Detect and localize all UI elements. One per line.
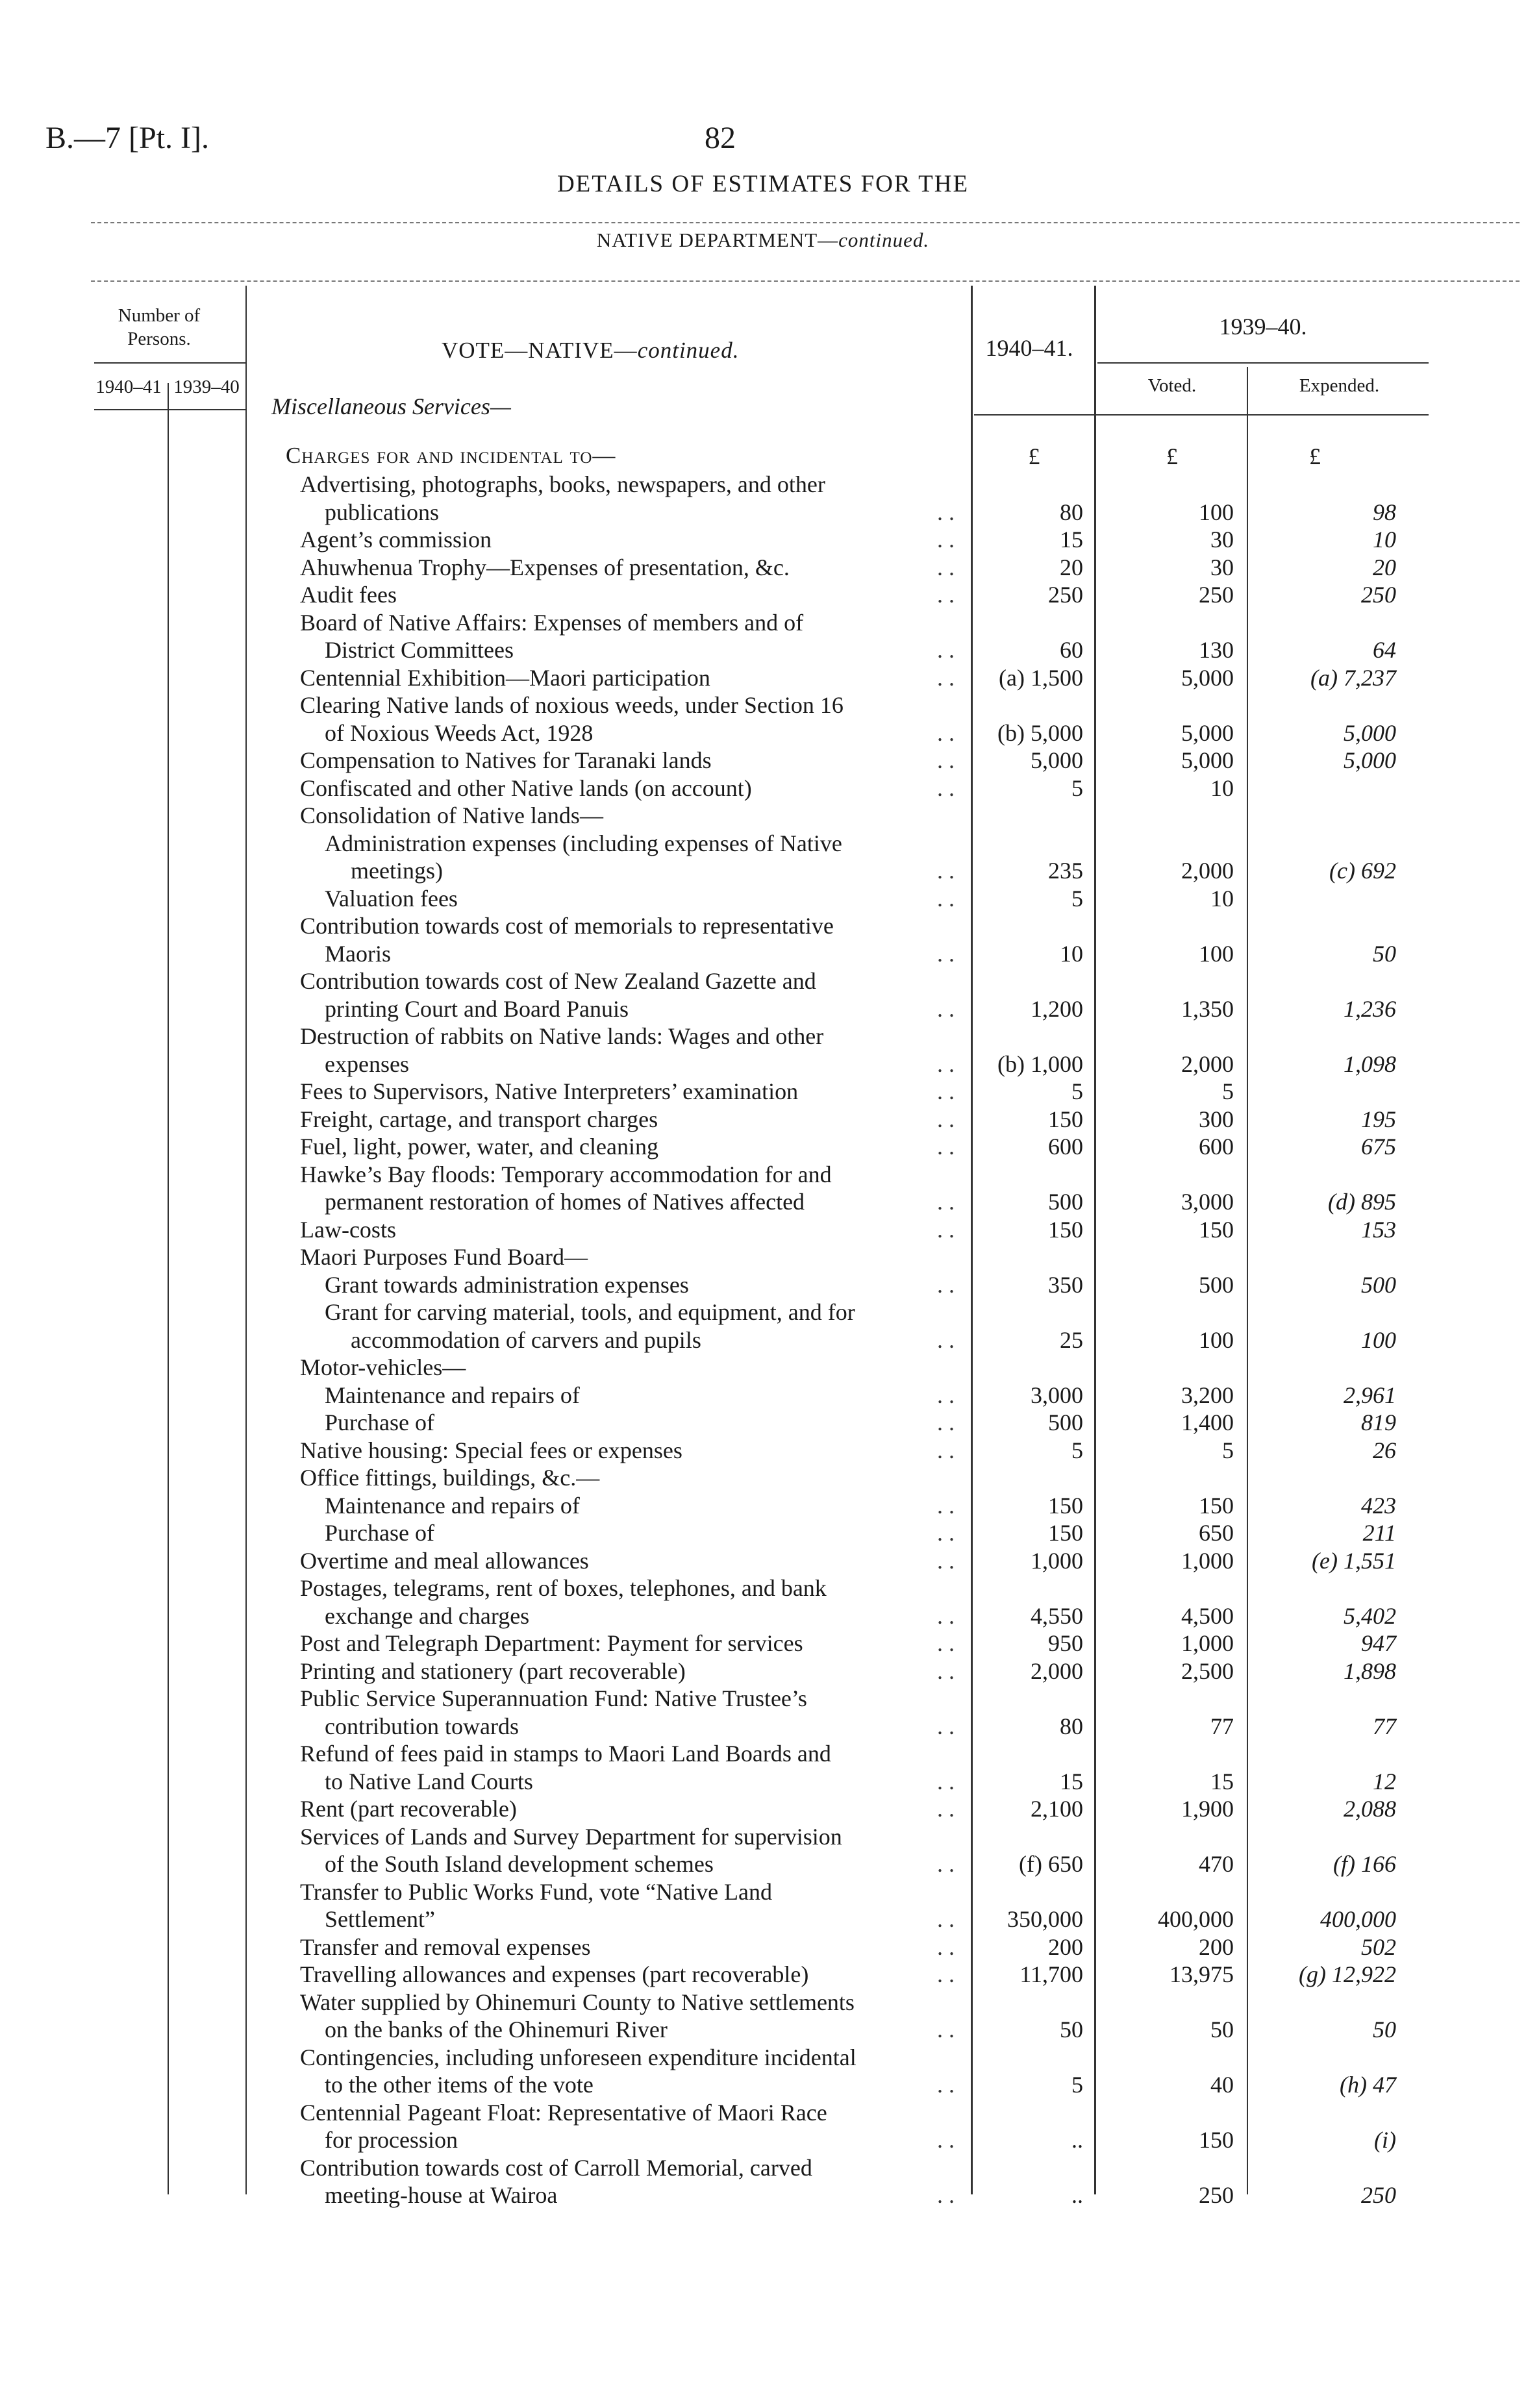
leader-dots: . .: [937, 1189, 955, 1215]
amount-expended-1939: 423: [1361, 1492, 1396, 1519]
col-1940-heading: 1940–41.: [985, 335, 1073, 361]
item-description: contribution towards: [325, 1713, 519, 1739]
leader-dots: . .: [937, 664, 955, 691]
amount-voted-1939: 1,000: [1181, 1547, 1234, 1574]
amount-voted-1939: 5,000: [1181, 719, 1234, 746]
persons-column-rule: [168, 383, 169, 2194]
item-description: Law-costs: [300, 1216, 396, 1243]
amount-expended-1939: 2,088: [1344, 1796, 1396, 1822]
item-description: Confiscated and other Native lands (on account): [300, 775, 752, 801]
leader-dots: . .: [937, 582, 955, 608]
leader-dots: . .: [937, 1547, 955, 1574]
amount-1940: (f) 650: [1019, 1851, 1083, 1877]
amount-expended-1939: 819: [1361, 1409, 1396, 1435]
amount-voted-1939: 5: [1222, 1078, 1234, 1104]
amount-1940: 350: [1048, 1271, 1083, 1298]
item-description: Clearing Native lands of noxious weeds, under Section 16: [300, 692, 844, 718]
amount-voted-1939: 5,000: [1181, 664, 1234, 691]
amount-voted-1939: 130: [1199, 637, 1234, 663]
item-description: Advertising, photographs, books, newspapers, and other: [300, 471, 825, 497]
amount-1940: 10: [1060, 940, 1083, 967]
leader-dots: . .: [937, 2127, 955, 2153]
item-description: meeting-house at Wairoa: [325, 2182, 558, 2208]
amount-voted-1939: 150: [1199, 1216, 1234, 1243]
leader-dots: . .: [937, 858, 955, 884]
item-description: Grant for carving material, tools, and equipment, and for: [325, 1299, 855, 1325]
item-description: Maintenance and repairs of: [325, 1492, 580, 1519]
leader-dots: . .: [937, 2182, 955, 2208]
amount-expended-1939: 12: [1373, 1768, 1396, 1794]
amount-expended-1939: 100: [1361, 1326, 1396, 1353]
item-description: Contribution towards cost of memorials to representative: [300, 913, 834, 939]
amount-1940: 20: [1060, 554, 1083, 580]
item-description: of the South Island development schemes: [325, 1851, 714, 1877]
amount-expended-1939: 5,000: [1344, 747, 1396, 773]
amount-1940: 80: [1060, 1713, 1083, 1739]
amount-1940: 5: [1071, 885, 1083, 912]
description-left-rule: [245, 286, 247, 2194]
item-description: Purchase of: [325, 1520, 434, 1546]
item-description: of Noxious Weeds Act, 1928: [325, 719, 594, 746]
item-description: publications: [325, 499, 439, 525]
persons-1940-heading: 1940–41: [95, 377, 162, 397]
amount-expended-1939: (d) 895: [1328, 1189, 1396, 1215]
amount-expended-1939: 50: [1373, 2017, 1396, 2042]
amount-voted-1939: 4,500: [1181, 1602, 1234, 1629]
item-description: Agent’s commission: [300, 527, 492, 552]
amount-header-rule: [974, 414, 1429, 416]
amount-expended-1939: 675: [1361, 1134, 1396, 1160]
amount-1940: 5: [1071, 1437, 1083, 1463]
amount-voted-1939: 50: [1210, 2017, 1234, 2042]
amount-voted-1939: 470: [1199, 1851, 1234, 1877]
leader-dots: . .: [937, 1134, 955, 1160]
amount-expended-1939: 5,402: [1344, 1602, 1396, 1629]
amount-expended-1939: 77: [1373, 1713, 1396, 1739]
amount-1940: 1,000: [1031, 1547, 1083, 1574]
amount-voted-1939: 400,000: [1158, 1906, 1234, 1932]
leader-dots: . .: [937, 1437, 955, 1463]
item-description: for procession: [325, 2127, 458, 2153]
item-description: Printing and stationery (part recoverable): [300, 1657, 686, 1684]
column-1940-rule: [1094, 286, 1096, 2194]
amount-expended-1939: (f) 166: [1333, 1851, 1396, 1877]
leader-dots: . .: [937, 995, 955, 1022]
item-description: to the other items of the vote: [325, 2072, 594, 2098]
item-description: Rent (part recoverable): [300, 1796, 517, 1822]
amount-expended-1939: 10: [1373, 527, 1396, 552]
amount-1940: 5: [1071, 775, 1083, 801]
department-continued: continued.: [838, 229, 930, 251]
leader-dots: . .: [937, 1657, 955, 1684]
amount-expended-1939: 250: [1361, 582, 1396, 608]
amount-voted-1939: 600: [1199, 1134, 1234, 1160]
amount-1940: 150: [1048, 1216, 1083, 1243]
persons-1939-heading: 1939–40: [173, 377, 240, 397]
amount-1940: (b) 5,000: [997, 719, 1083, 746]
divider: [91, 222, 1520, 223]
amount-expended-1939: (i): [1374, 2127, 1396, 2153]
leader-dots: . .: [937, 554, 955, 580]
amount-expended-1939: 1,236: [1344, 995, 1396, 1022]
amount-voted-1939: 30: [1210, 527, 1234, 552]
amount-voted-1939: 3,200: [1181, 1382, 1234, 1408]
amount-1940: 11,700: [1019, 1961, 1083, 1987]
leader-dots: . .: [937, 747, 955, 773]
item-description: Consolidation of Native lands—: [300, 802, 603, 828]
amount-expended-1939: 500: [1361, 1271, 1396, 1298]
page-title: DETAILS OF ESTIMATES FOR THE: [557, 171, 969, 197]
amount-1940: 150: [1048, 1106, 1083, 1132]
item-description: Motor-vehicles—: [300, 1354, 466, 1380]
page-number: 82: [705, 121, 736, 155]
amount-1940: 5: [1071, 2072, 1083, 2098]
item-description: Grant towards administration expenses: [325, 1271, 689, 1298]
amount-expended-1939: (g) 12,922: [1299, 1961, 1396, 1987]
leader-dots: . .: [937, 1768, 955, 1794]
amount-voted-1939: 100: [1199, 499, 1234, 525]
amount-expended-1939: 947: [1361, 1630, 1396, 1656]
item-description: Administration expenses (including expenses of Native: [325, 830, 842, 856]
amount-1940: 2,100: [1031, 1796, 1083, 1822]
amount-1940: 25: [1060, 1326, 1083, 1353]
amount-expended-1939: 211: [1362, 1520, 1396, 1546]
leader-dots: . .: [937, 1713, 955, 1739]
persons-heading: Number of Persons.: [118, 305, 201, 349]
leader-dots: . .: [937, 1492, 955, 1519]
amount-1940: 1,200: [1031, 995, 1083, 1022]
amount-1940: 350,000: [1007, 1906, 1083, 1932]
leader-dots: . .: [937, 719, 955, 746]
leader-dots: . .: [937, 1796, 955, 1822]
item-description: to Native Land Courts: [325, 1768, 533, 1794]
item-description: printing Court and Board Panuis: [325, 995, 629, 1022]
amount-expended-1939: (a) 7,237: [1310, 664, 1396, 691]
item-description: Purchase of: [325, 1409, 434, 1435]
amount-1940: 500: [1048, 1189, 1083, 1215]
leader-dots: . .: [937, 1106, 955, 1132]
year-header-rule: [1097, 362, 1429, 364]
amount-1940: 150: [1048, 1520, 1083, 1546]
amount-voted-1939: 1,350: [1181, 995, 1234, 1022]
item-description: Transfer to Public Works Fund, vote “Native Land: [300, 1878, 773, 1905]
amount-1940: 4,550: [1031, 1602, 1083, 1629]
leader-dots: . .: [937, 1216, 955, 1243]
amount-voted-1939: 300: [1199, 1106, 1234, 1132]
currency-expended: £: [1309, 443, 1321, 469]
amount-1940: 15: [1060, 1768, 1083, 1794]
leader-dots: . .: [937, 1050, 955, 1077]
amount-expended-1939: 20: [1373, 554, 1396, 580]
amount-expended-1939: 26: [1373, 1437, 1396, 1463]
charges-heading: Charges for and incidental to—: [286, 443, 616, 468]
persons-subheader-rule: [94, 409, 247, 410]
leader-dots: . .: [937, 1906, 955, 1932]
amount-expended-1939: (e) 1,551: [1312, 1547, 1396, 1574]
amount-voted-1939: 100: [1199, 940, 1234, 967]
item-description: Refund of fees paid in stamps to Maori Land Boards and: [300, 1741, 831, 1767]
amount-1940: 600: [1048, 1134, 1083, 1160]
item-description: Settlement”: [325, 1906, 435, 1932]
leader-dots: . .: [937, 775, 955, 801]
amount-1940: (a) 1,500: [999, 664, 1083, 691]
amount-expended-1939: 1,098: [1344, 1050, 1396, 1077]
leader-dots: . .: [937, 1851, 955, 1877]
amount-1940: 5: [1071, 1078, 1083, 1104]
item-description: Contingencies, including unforeseen expenditure incidental: [300, 2044, 857, 2070]
amount-expended-1939: (c) 692: [1329, 858, 1396, 884]
amount-1940: 5,000: [1031, 747, 1083, 773]
item-description: Compensation to Natives for Taranaki lands: [300, 747, 712, 773]
item-description: Maintenance and repairs of: [325, 1382, 580, 1408]
amount-expended-1939: 195: [1361, 1106, 1396, 1132]
amount-voted-1939: 77: [1210, 1713, 1234, 1739]
item-description: Services of Lands and Survey Department for supervision: [300, 1823, 842, 1850]
item-description: meetings): [351, 858, 443, 884]
department-heading: [0, 229, 1526, 252]
amount-voted-1939: 40: [1210, 2072, 1234, 2098]
amount-voted-1939: 13,975: [1170, 1961, 1234, 1987]
leader-dots: . .: [937, 2017, 955, 2042]
leader-dots: . .: [937, 1630, 955, 1656]
leader-dots: . .: [937, 1326, 955, 1353]
leader-dots: . .: [937, 637, 955, 663]
amount-1940: ..: [1071, 2182, 1083, 2208]
item-description: Ahuwhenua Trophy—Expenses of presentation, &c.: [300, 554, 790, 580]
item-description: accommodation of carvers and pupils: [351, 1326, 701, 1353]
amount-1940: 950: [1048, 1630, 1083, 1656]
item-description: exchange and charges: [325, 1602, 530, 1629]
leader-dots: . .: [937, 940, 955, 967]
item-description: Valuation fees: [325, 885, 458, 912]
leader-dots: . .: [937, 1602, 955, 1629]
amount-1940: 15: [1060, 527, 1083, 552]
item-description: Transfer and removal expenses: [300, 1933, 591, 1960]
amount-1940: 50: [1060, 2017, 1083, 2042]
item-description: Hawke’s Bay floods: Temporary accommodation for and: [300, 1161, 832, 1187]
item-description: District Committees: [325, 637, 514, 663]
amount-expended-1939: 1,898: [1344, 1657, 1396, 1684]
leader-dots: . .: [937, 1933, 955, 1960]
item-description: Native housing: Special fees or expenses: [300, 1437, 682, 1463]
item-description: Contribution towards cost of New Zealand Gazette and: [300, 968, 816, 994]
amount-expended-1939: 153: [1361, 1216, 1396, 1243]
amount-expended-1939: (h) 47: [1340, 2072, 1396, 2098]
document-reference: B.—7 [Pt. I].: [45, 121, 209, 155]
amount-voted-1939: 2,500: [1181, 1657, 1234, 1684]
amount-1940: 500: [1048, 1409, 1083, 1435]
amount-voted-1939: 15: [1210, 1768, 1234, 1794]
item-description: Public Service Superannuation Fund: Native Trustee’s: [300, 1685, 807, 1711]
amount-1940: 200: [1048, 1933, 1083, 1960]
amount-1940: 80: [1060, 499, 1083, 525]
item-description: on the banks of the Ohinemuri River: [325, 2017, 668, 2042]
amount-1940: 60: [1060, 637, 1083, 663]
amount-voted-1939: 150: [1199, 2127, 1234, 2153]
amount-voted-1939: 5: [1222, 1437, 1234, 1463]
leader-dots: . .: [937, 1409, 955, 1435]
amount-voted-1939: 1,900: [1181, 1796, 1234, 1822]
amount-voted-1939: 2,000: [1181, 858, 1234, 884]
leader-dots: . .: [937, 499, 955, 525]
amount-expended-1939: 50: [1373, 940, 1396, 967]
item-description: Overtime and meal allowances: [300, 1547, 589, 1574]
item-description: Audit fees: [300, 582, 397, 608]
item-description: expenses: [325, 1050, 409, 1077]
item-description: Postages, telegrams, rent of boxes, telephones, and bank: [300, 1575, 827, 1601]
amount-voted-1939: 10: [1210, 885, 1234, 912]
amount-voted-1939: 1,400: [1181, 1409, 1234, 1435]
amount-voted-1939: 250: [1199, 582, 1234, 608]
amount-1940: ..: [1071, 2127, 1083, 2153]
item-description: Water supplied by Ohinemuri County to Native settlements: [300, 1989, 855, 2015]
leader-dots: . .: [937, 2072, 955, 2098]
voted-column-rule: [1247, 367, 1248, 2194]
currency-1940: £: [1028, 443, 1040, 469]
amount-1940: 3,000: [1031, 1382, 1083, 1408]
item-description: Board of Native Affairs: Expenses of members and of: [300, 609, 804, 636]
leader-dots: . .: [937, 1520, 955, 1546]
item-description: Centennial Exhibition—Maori participation: [300, 664, 710, 691]
amount-1940: 250: [1048, 582, 1083, 608]
amount-voted-1939: 30: [1210, 554, 1234, 580]
item-description: Fees to Supervisors, Native Interpreters’ examination: [300, 1078, 799, 1104]
item-description: Travelling allowances and expenses (part recoverable): [300, 1961, 809, 1987]
amount-expended-1939: 64: [1373, 637, 1396, 663]
leader-dots: . .: [937, 527, 955, 552]
vote-name: VOTE—NATIVE—: [442, 338, 638, 363]
item-description: Maoris: [325, 940, 391, 967]
amount-1940: 150: [1048, 1492, 1083, 1519]
amount-voted-1939: 200: [1199, 1933, 1234, 1960]
amount-voted-1939: 650: [1199, 1520, 1234, 1546]
leader-dots: . .: [937, 1961, 955, 1987]
divider: [91, 280, 1520, 282]
item-description: Centennial Pageant Float: Representative of Maori Race: [300, 2099, 827, 2126]
amount-expended-1939: 98: [1373, 499, 1396, 525]
amount-expended-1939: 5,000: [1344, 719, 1396, 746]
amount-voted-1939: 250: [1199, 2182, 1234, 2208]
item-description: Post and Telegraph Department: Payment for services: [300, 1630, 803, 1656]
amount-1940: 2,000: [1031, 1657, 1083, 1684]
amount-voted-1939: 5,000: [1181, 747, 1234, 773]
vote-heading: [442, 338, 739, 364]
item-description: Office fittings, buildings, &c.—: [300, 1465, 600, 1491]
item-description: Destruction of rabbits on Native lands: Wages and other: [300, 1023, 824, 1049]
amount-expended-1939: 502: [1361, 1933, 1396, 1960]
leader-dots: . .: [937, 885, 955, 912]
item-description: Maori Purposes Fund Board—: [300, 1244, 588, 1270]
amount-expended-1939: 2,961: [1344, 1382, 1396, 1408]
col-1939-heading: 1939–40.: [1219, 314, 1307, 340]
amount-voted-1939: 1,000: [1181, 1630, 1234, 1656]
currency-voted: £: [1166, 443, 1178, 469]
amount-1940: 235: [1048, 858, 1083, 884]
persons-header-rule: [94, 362, 247, 364]
item-description: permanent restoration of homes of Natives affected: [325, 1189, 805, 1215]
amount-voted-1939: 10: [1210, 775, 1234, 801]
amount-expended-1939: 400,000: [1320, 1906, 1396, 1932]
amount-voted-1939: 2,000: [1181, 1050, 1234, 1077]
vote-continued: continued.: [637, 338, 740, 363]
item-description: Fuel, light, power, water, and cleaning: [300, 1134, 658, 1160]
amount-expended-1939: 250: [1361, 2182, 1396, 2208]
amount-voted-1939: 3,000: [1181, 1189, 1234, 1215]
voted-heading: Voted.: [1147, 375, 1197, 396]
amount-1940: (b) 1,000: [997, 1050, 1083, 1077]
expended-heading: Expended.: [1299, 375, 1380, 396]
amount-voted-1939: 100: [1199, 1326, 1234, 1353]
description-right-rule: [971, 286, 973, 2194]
leader-dots: . .: [937, 1382, 955, 1408]
leader-dots: . .: [937, 1271, 955, 1298]
department-name: NATIVE DEPARTMENT—: [596, 229, 839, 251]
item-description: Freight, cartage, and transport charges: [300, 1106, 658, 1132]
leader-dots: . .: [937, 1078, 955, 1104]
amount-voted-1939: 150: [1199, 1492, 1234, 1519]
section-heading: Miscellaneous Services—: [271, 393, 511, 419]
item-description: Contribution towards cost of Carroll Memorial, carved: [300, 2154, 812, 2181]
amount-voted-1939: 500: [1199, 1271, 1234, 1298]
